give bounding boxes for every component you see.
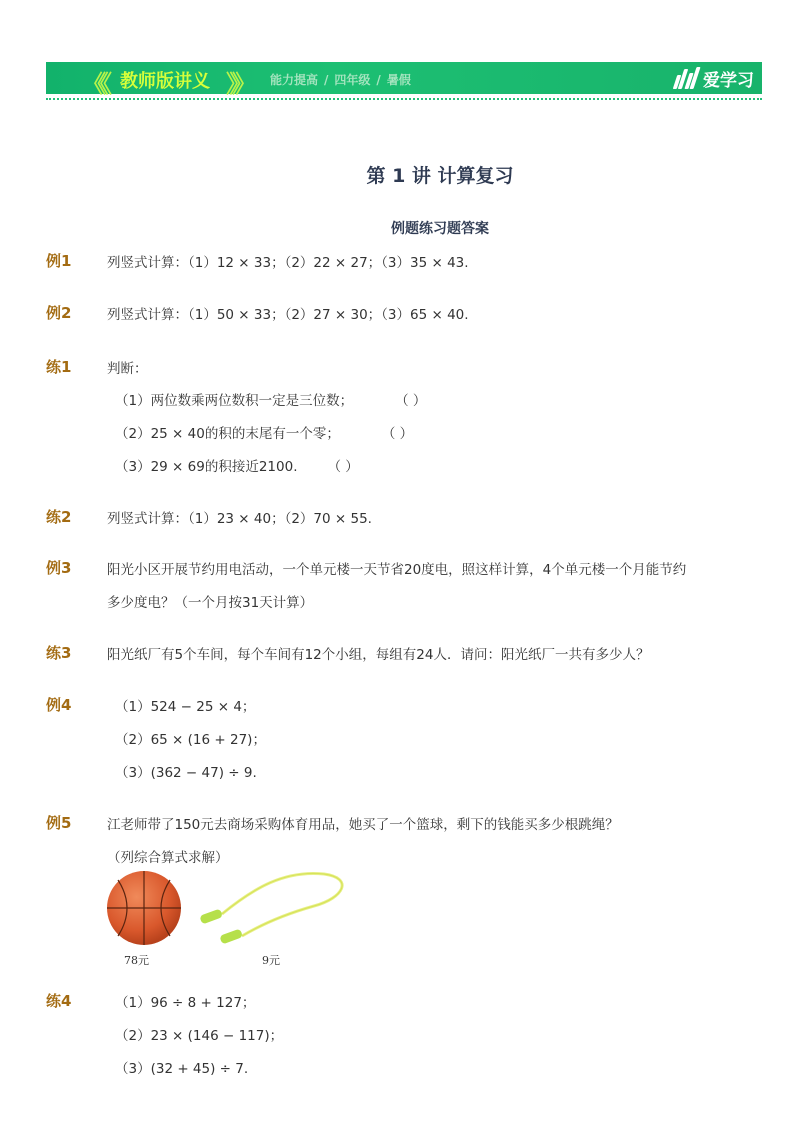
lecture-title: 第 1 讲 计算复习 <box>366 165 514 187</box>
chevron-right-icon: 》》 <box>226 70 250 98</box>
answer-blank[interactable]: （ ） <box>395 393 427 409</box>
practice-1-item <box>115 389 426 409</box>
brand-name: 爱学习 <box>703 70 754 91</box>
crumb-level: 能力提高 <box>270 73 319 87</box>
header-divider <box>46 98 762 100</box>
answer-blank[interactable]: （ ） <box>381 426 414 442</box>
chevron-left-icon: 《《 <box>82 70 106 98</box>
practice-2-text: 列竖式计算：（1）23 × 40；（2）70 × 55. <box>107 511 372 527</box>
practice-4-label: 练4 <box>46 992 72 1010</box>
practice-3-label: 练3 <box>46 644 72 662</box>
statement: （2）25 × 40的积的末尾有一个零； <box>115 426 340 442</box>
example-5-line2: （列综合算式求解） <box>107 850 229 866</box>
example-5-line1: 江老师带了150元去商场采购体育用品，她买了一个篮球，剩下的钱能买多少根跳绳？ <box>107 817 619 833</box>
example-4-item: （1）524 − 25 × 4； <box>115 699 256 715</box>
basketball-icon <box>104 868 184 948</box>
section-title: 例题练习题答案 <box>391 221 489 237</box>
statement: （1）两位数乘两位数积一定是三位数； <box>115 393 354 409</box>
practice-3-text: 阳光纸厂有5个车间，每个车间有12个小组，每组有24人．请问：阳光纸厂一共有多少人？ <box>107 647 650 663</box>
example-3-line1: 阳光小区开展节约用电活动，一个单元楼一天节省20度电，照这样计算，4个单元楼一个月能节约 <box>107 562 687 578</box>
crumb-separator: / <box>324 73 329 87</box>
example-2-text: 列竖式计算：（1）50 × 33；（2）27 × 30；（3）65 × 40. <box>107 307 469 323</box>
example-3-line2: 多少度电？（一个月按31天计算） <box>107 595 314 611</box>
example-2-label: 例2 <box>46 304 72 322</box>
banner-title: 教师版讲义 <box>120 71 210 92</box>
crumb-term: 暑假 <box>386 73 411 87</box>
statement: （3）29 × 69的积接近2100. <box>115 459 298 475</box>
practice-1-item <box>115 422 413 442</box>
answer-blank[interactable]: （ ） <box>327 459 359 475</box>
example-5-label: 例5 <box>46 814 72 832</box>
crumb-separator: / <box>376 73 381 87</box>
practice-1-item <box>115 455 359 475</box>
header-banner <box>46 62 762 98</box>
jump-rope-price: 9元 <box>262 954 280 967</box>
example-1-text: 列竖式计算：（1）12 × 33；（2）22 × 27；（3）35 × 43. <box>107 255 469 271</box>
jump-rope-icon <box>194 868 354 948</box>
practice-1-label: 练1 <box>46 358 72 376</box>
breadcrumb <box>270 71 411 88</box>
basketball-price: 78元 <box>124 954 149 967</box>
practice-2-label: 练2 <box>46 508 72 526</box>
practice-4-item: （3）(32 + 45) ÷ 7. <box>115 1061 249 1077</box>
brand <box>675 66 754 90</box>
example-4-item: （2）65 × (16 + 27)； <box>115 732 266 748</box>
practice-1-text: 判断： <box>107 361 148 377</box>
example-4-item: （3）(362 − 47) ÷ 9. <box>115 765 257 781</box>
practice-4-item: （1）96 ÷ 8 + 127； <box>115 995 256 1011</box>
example-3-label: 例3 <box>46 559 72 577</box>
example-4-label: 例4 <box>46 696 72 714</box>
practice-4-item: （2）23 × (146 − 117)； <box>115 1028 284 1044</box>
brand-logo-icon <box>675 67 697 89</box>
example-1-label: 例1 <box>46 252 72 270</box>
crumb-grade: 四年级 <box>334 73 371 87</box>
